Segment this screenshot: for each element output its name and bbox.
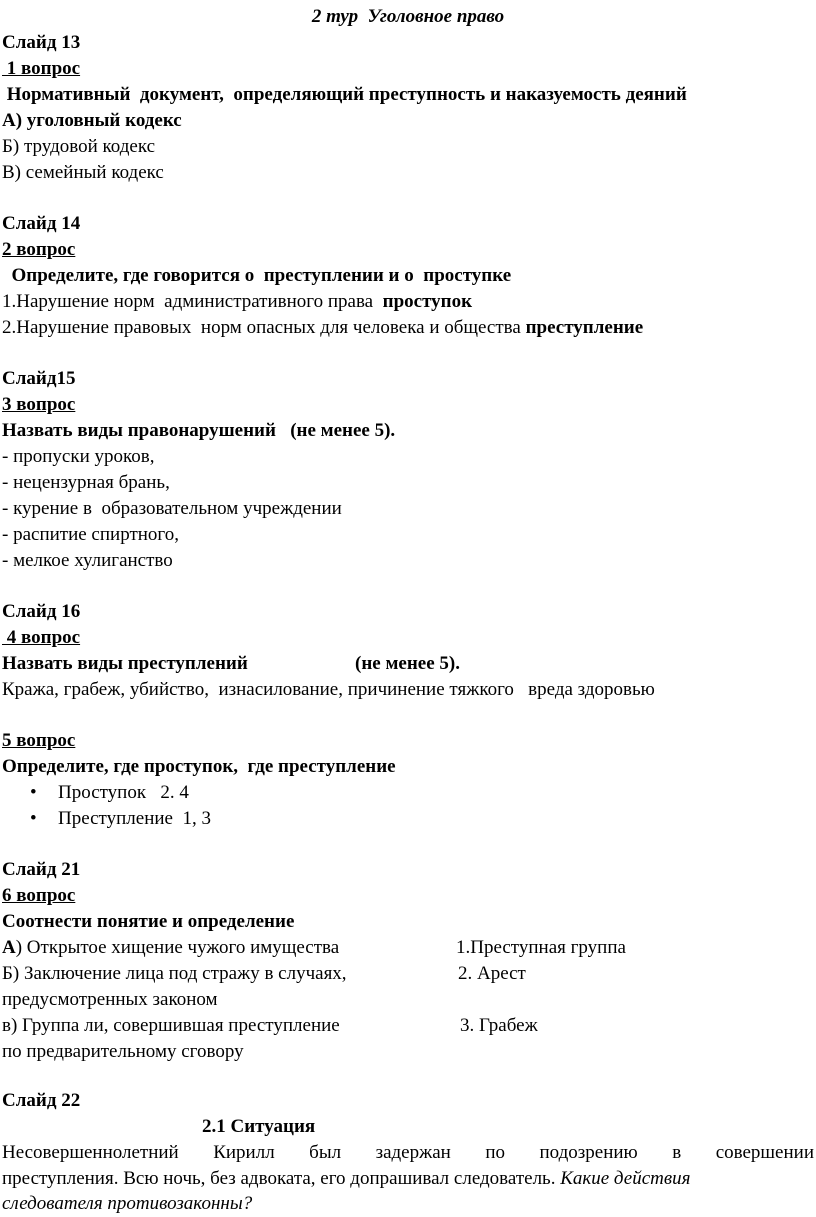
slide-22-label: Слайд 22: [2, 1090, 81, 1111]
question-6-row-a-text: ) Открытое хищение чужого имущества: [15, 937, 340, 958]
question-5-answer-1: Проступок 2. 4: [58, 782, 189, 803]
question-5-label: 5 вопрос: [2, 730, 76, 751]
question-2-line-2: [2, 315, 643, 341]
list-item: - курение в образовательном учреждении: [2, 498, 342, 519]
slide-15-label: Слайд15: [2, 368, 76, 389]
question-2-line-2-answer: преступление: [525, 317, 644, 338]
question-6-row-a: [2, 935, 339, 961]
situation-question-start: Какие действия: [560, 1168, 691, 1189]
question-3-prompt: Назвать виды правонарушений (не менее 5).: [2, 420, 396, 441]
page-title: 2 тур Уголовное право: [311, 6, 505, 27]
question-6-label: 6 вопрос: [2, 885, 76, 906]
situation-question-end: следователя противозаконны?: [2, 1193, 253, 1214]
question-1-answer-b: Б) трудовой кодекс: [2, 136, 156, 157]
question-6-term-3: 3. Грабеж: [460, 1015, 538, 1036]
question-1-answer-a: А) уголовный кодекс: [2, 110, 182, 131]
slide-21-label: Слайд 21: [2, 859, 81, 880]
situation-heading: 2.1 Ситуация: [202, 1116, 316, 1137]
question-4-prompt: Назвать виды преступлений: [2, 653, 248, 674]
question-2-label: 2 вопрос: [2, 239, 76, 260]
question-6-row-c: в) Группа ли, совершившая преступление: [2, 1015, 340, 1036]
question-4-prompt-note: (не менее 5).: [355, 653, 460, 674]
question-2-line-2-text: 2.Нарушение правовых норм опасных для человека и общества: [2, 317, 526, 338]
list-item: - нецензурная брань,: [2, 472, 170, 493]
question-5-answer-2: Преступление 1, 3: [58, 808, 211, 829]
question-6-row-b-cont: предусмотренных законом: [2, 989, 218, 1010]
question-2-line-1-text: 1.Нарушение норм административного права: [2, 291, 383, 312]
question-6-row-a-letter: А: [2, 937, 16, 958]
question-6-term-2: 2. Арест: [458, 963, 526, 984]
question-6-row-b: Б) Заключение лица под стражу в случаях,: [2, 963, 347, 984]
question-3-label: 3 вопрос: [2, 394, 76, 415]
question-6-prompt: Соотнести понятие и определение: [2, 911, 295, 932]
question-4-answer: Кража, грабеж, убийство, изнасилование, причинение тяжкого вреда здоровью: [2, 679, 655, 700]
question-1-prompt: Нормативный документ, определяющий преступность и наказуемость деяний: [2, 84, 687, 105]
bullet-icon: •: [30, 782, 37, 803]
question-2-prompt: Определите, где говорится о преступлении и о проступке: [2, 265, 512, 286]
question-6-row-c-cont: по предварительному сговору: [2, 1041, 244, 1062]
list-item: - распитие спиртного,: [2, 524, 179, 545]
slide-14-label: Слайд 14: [2, 213, 81, 234]
situation-line-1: Несовершеннолетний Кирилл был задержан по подозрению в совершении: [2, 1142, 814, 1163]
question-4-label: 4 вопрос: [2, 627, 81, 648]
situation-line-2-text: преступления. Всю ночь, без адвоката, его допрашивал следователь.: [2, 1168, 561, 1189]
question-1-answer-c: В) семейный кодекс: [2, 162, 164, 183]
list-item: - мелкое хулиганство: [2, 550, 173, 571]
question-1-label: 1 вопрос: [2, 58, 81, 79]
list-item: - пропуски уроков,: [2, 446, 155, 467]
bullet-icon: •: [30, 808, 37, 829]
question-2-line-1-answer: проступок: [382, 291, 473, 312]
situation-line-2: [2, 1166, 690, 1192]
slide-13-label: Слайд 13: [2, 32, 81, 53]
question-6-term-1: 1.Преступная группа: [456, 937, 626, 958]
slide-16-label: Слайд 16: [2, 601, 81, 622]
question-5-prompt: Определите, где проступок, где преступление: [2, 756, 396, 777]
question-2-line-1: [2, 289, 472, 315]
